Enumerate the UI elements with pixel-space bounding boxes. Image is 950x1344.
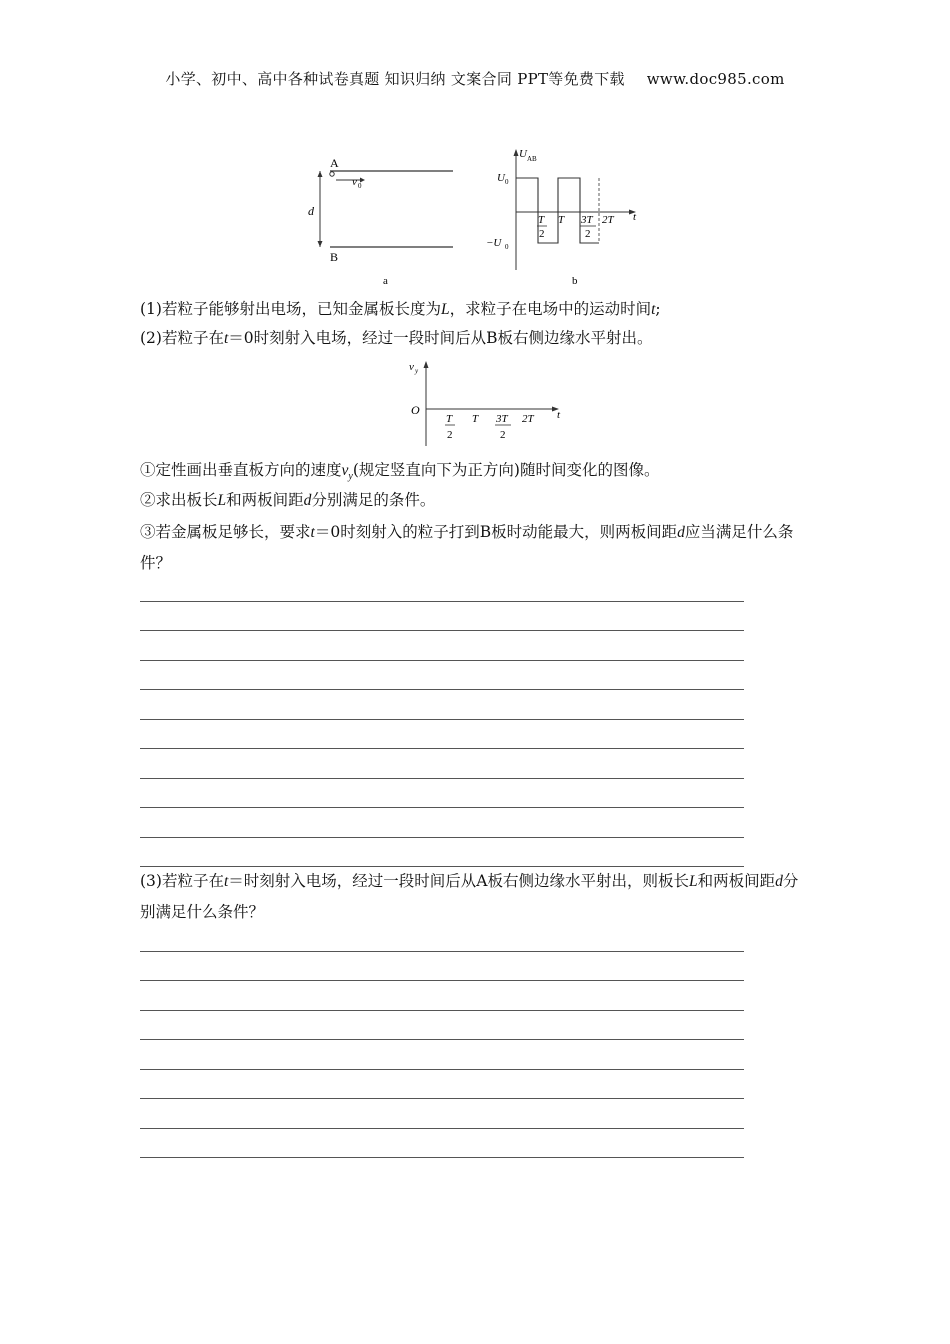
tick-c-half-t-num: T <box>446 413 453 425</box>
tick-2t: 2T <box>602 214 614 226</box>
page-header <box>0 68 950 89</box>
caption-b: b <box>572 275 578 287</box>
label-v0: v <box>352 176 357 188</box>
figure-a-plates <box>318 171 454 247</box>
tick-half-t-num: T <box>538 214 545 226</box>
axis-vy-sub: y <box>415 367 419 375</box>
question-1: (1)若粒子能够射出电场，已知金属板长度为L，求粒子在电场中的运动时间t; <box>140 300 661 318</box>
tick-three-half-t-den: 2 <box>585 228 591 240</box>
question-2-part-1: ①定性画出垂直板方向的速度$v_y$(规定竖直向下为正方向)随时间变化的图像。 <box>140 461 660 483</box>
question-2-part-3: ③若金属板足够长，要求t＝0时刻射入的粒子打到B板时动能最大，则两板间距d应当满足什么条件？ <box>140 523 794 572</box>
tick-three-half-t-num: 3T <box>581 214 593 226</box>
header-url: www.doc985.com <box>646 70 785 88</box>
label-u0-sub: 0 <box>505 178 509 186</box>
tick-half-t-den: 2 <box>539 228 545 240</box>
tick-t: T <box>558 214 565 226</box>
question-3: (3)若粒子在t＝时刻射入电场，经过一段时间后从A板右侧边缘水平射出，则板长L和两板间距d分别满足什么条件？ <box>140 872 799 921</box>
tick-c-2t: 2T <box>522 413 534 425</box>
label-v0-sub: 0 <box>358 182 362 190</box>
answer-lines-q2[interactable] <box>140 572 744 867</box>
question-2-part-2: ②求出板长L和两板间距d分别满足的条件。 <box>140 491 436 509</box>
label-a-plate: A <box>330 156 339 170</box>
tick-c-half-t-den: 2 <box>447 429 453 441</box>
label-d: d <box>308 204 314 218</box>
figure-b-axes <box>514 149 637 270</box>
tick-c-t: T <box>472 413 479 425</box>
tick-c-three-half-t-num: 3T <box>496 413 508 425</box>
question-2: (2)若粒子在t＝0时刻射入电场，经过一段时间后从B板右侧边缘水平射出。 <box>140 329 653 347</box>
axis-vy-label: v <box>409 361 414 373</box>
axis-u-sub: AB <box>527 155 537 163</box>
axis-u-label: U <box>519 148 527 160</box>
tick-c-three-half-t-den: 2 <box>500 429 506 441</box>
answer-lines-q3[interactable] <box>140 922 744 1158</box>
axis-t-label: t <box>633 211 637 223</box>
label-b-plate: B <box>330 250 339 264</box>
figure-vy-t-axes <box>400 356 570 451</box>
label-neg-u0: −U <box>486 237 502 249</box>
origin-label: O <box>411 403 420 417</box>
label-neg-u0-sub: 0 <box>505 243 509 251</box>
header-text: 小学、初中、高中各种试卷真题 知识归纳 文案合同 PPT等免费下载 <box>165 70 625 88</box>
caption-a: a <box>383 275 388 287</box>
label-u0: U <box>497 172 505 184</box>
figures-ab <box>290 140 650 290</box>
axis-t-label-c: t <box>557 409 561 421</box>
